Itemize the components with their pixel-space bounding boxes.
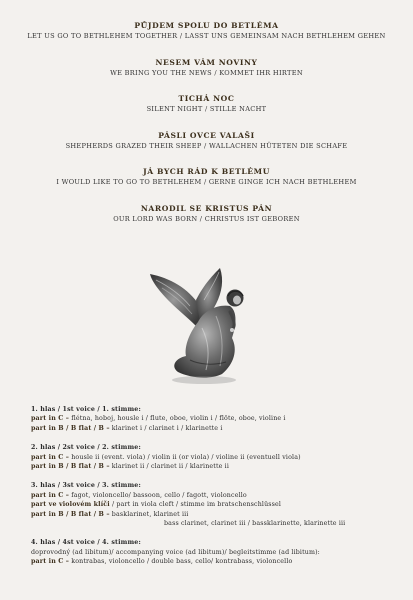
song-subtitle: WE BRING YOU THE NEWS / KOMMET IHR HIRTEN bbox=[110, 68, 303, 77]
song-list bbox=[0, 20, 413, 239]
voice-group-4 bbox=[31, 538, 401, 566]
song-subtitle: SHEPHERDS GRAZED THEIR SHEEP / WALLACHEN HÜTETEN DIE SCHAFE bbox=[65, 141, 348, 150]
song-subtitle: SILENT NIGHT / STILLE NACHT bbox=[146, 105, 267, 113]
part-line bbox=[31, 424, 401, 433]
song-subtitle: I WOULD LIKE TO GO TO BETHLEHEM / GERNE GINGE ICH NACH BETHLEHEM bbox=[56, 178, 357, 186]
part-line bbox=[31, 462, 401, 471]
part-line bbox=[31, 557, 401, 566]
part-instruments: klarinet i / clarinet i / klarinette i bbox=[109, 424, 223, 432]
part-label: part in B / B flat / B – bbox=[31, 463, 110, 471]
part-label: part ve violovém klíči bbox=[31, 501, 110, 509]
song-title: PŮJDEM SPOLU DO BETLÉMA bbox=[134, 21, 279, 30]
song-item bbox=[0, 20, 413, 57]
song-title: TICHÁ NOC bbox=[178, 94, 235, 103]
part-instruments: basklarinet, klarinet iii bbox=[109, 510, 189, 518]
part-line bbox=[31, 453, 401, 462]
part-line bbox=[31, 491, 401, 500]
accompaniment-line: doprovodný (ad libitum)/ accompanying voice (ad libitum)/ begleitstimme (ad libitum): bbox=[31, 548, 320, 556]
part-line bbox=[31, 510, 401, 519]
song-title: PÁSLI OVCE VALAŠI bbox=[158, 130, 255, 140]
song-subtitle: LET US GO TO BETHLEHEM TOGETHER / LASST UNS GEMEINSAM NACH BETHLEHEM GEHEN bbox=[27, 32, 386, 40]
voice-group-3 bbox=[31, 481, 401, 528]
part-label: part in B / B flat / B – bbox=[31, 510, 110, 518]
song-title: NARODIL SE KRISTUS PÁN bbox=[140, 203, 273, 213]
part-continuation: bass clarinet, clarinet iii / bassklarinette, klarinette iii bbox=[164, 520, 346, 528]
part-instruments: klarinet ii / clarinet ii / klarinette ii bbox=[109, 463, 229, 471]
voice-heading: 4. hlas / 4st voice / 4. stimme: bbox=[31, 539, 141, 547]
song-item bbox=[0, 203, 413, 240]
song-item bbox=[0, 166, 413, 203]
part-label: part in C – bbox=[31, 558, 70, 566]
voice-group-1 bbox=[31, 405, 401, 433]
part-instruments: flétna, hoboj, housle i / flute, oboe, violin i / flöte, oboe, violine i bbox=[69, 415, 286, 423]
song-item bbox=[0, 57, 413, 94]
angel-illustration bbox=[142, 266, 258, 390]
part-line bbox=[31, 500, 401, 509]
voice-group-2 bbox=[31, 443, 401, 471]
part-instruments: housle ii (event. viola) / violin ii (or viola) / violine ii (eventuell viola) bbox=[69, 453, 301, 461]
part-label: part in C – bbox=[31, 415, 70, 423]
part-instruments: / part in viola cleft / stimme im bratschenschlüssel bbox=[109, 501, 282, 509]
part-instruments: fagot, violoncello/ bassoon, cello / fagott, violoncello bbox=[69, 491, 247, 499]
part-label: part in C – bbox=[31, 453, 70, 461]
song-title: NESEM VÁM NOVINY bbox=[155, 57, 258, 67]
voice-heading: 3. hlas / 3st voice / 3. stimme: bbox=[31, 482, 141, 490]
part-instruments: kontrabas, violoncello / double bass, cello/ kontrabass, violoncello bbox=[69, 558, 293, 566]
part-line bbox=[31, 414, 401, 423]
song-title: JÁ BYCH RÁD K BETLÉMU bbox=[143, 167, 270, 176]
song-item bbox=[0, 93, 413, 130]
voice-parts bbox=[31, 405, 401, 577]
song-subtitle: OUR LORD WAS BORN / CHRISTUS IST GEBOREN bbox=[113, 214, 300, 223]
part-label: part in B / B flat / B – bbox=[31, 424, 110, 432]
voice-heading: 2. hlas / 2st voice / 2. stimme: bbox=[31, 444, 141, 452]
part-label: part in C – bbox=[31, 491, 70, 499]
voice-heading: 1. hlas / 1st voice / 1. stimme: bbox=[31, 406, 141, 413]
song-item bbox=[0, 130, 413, 167]
